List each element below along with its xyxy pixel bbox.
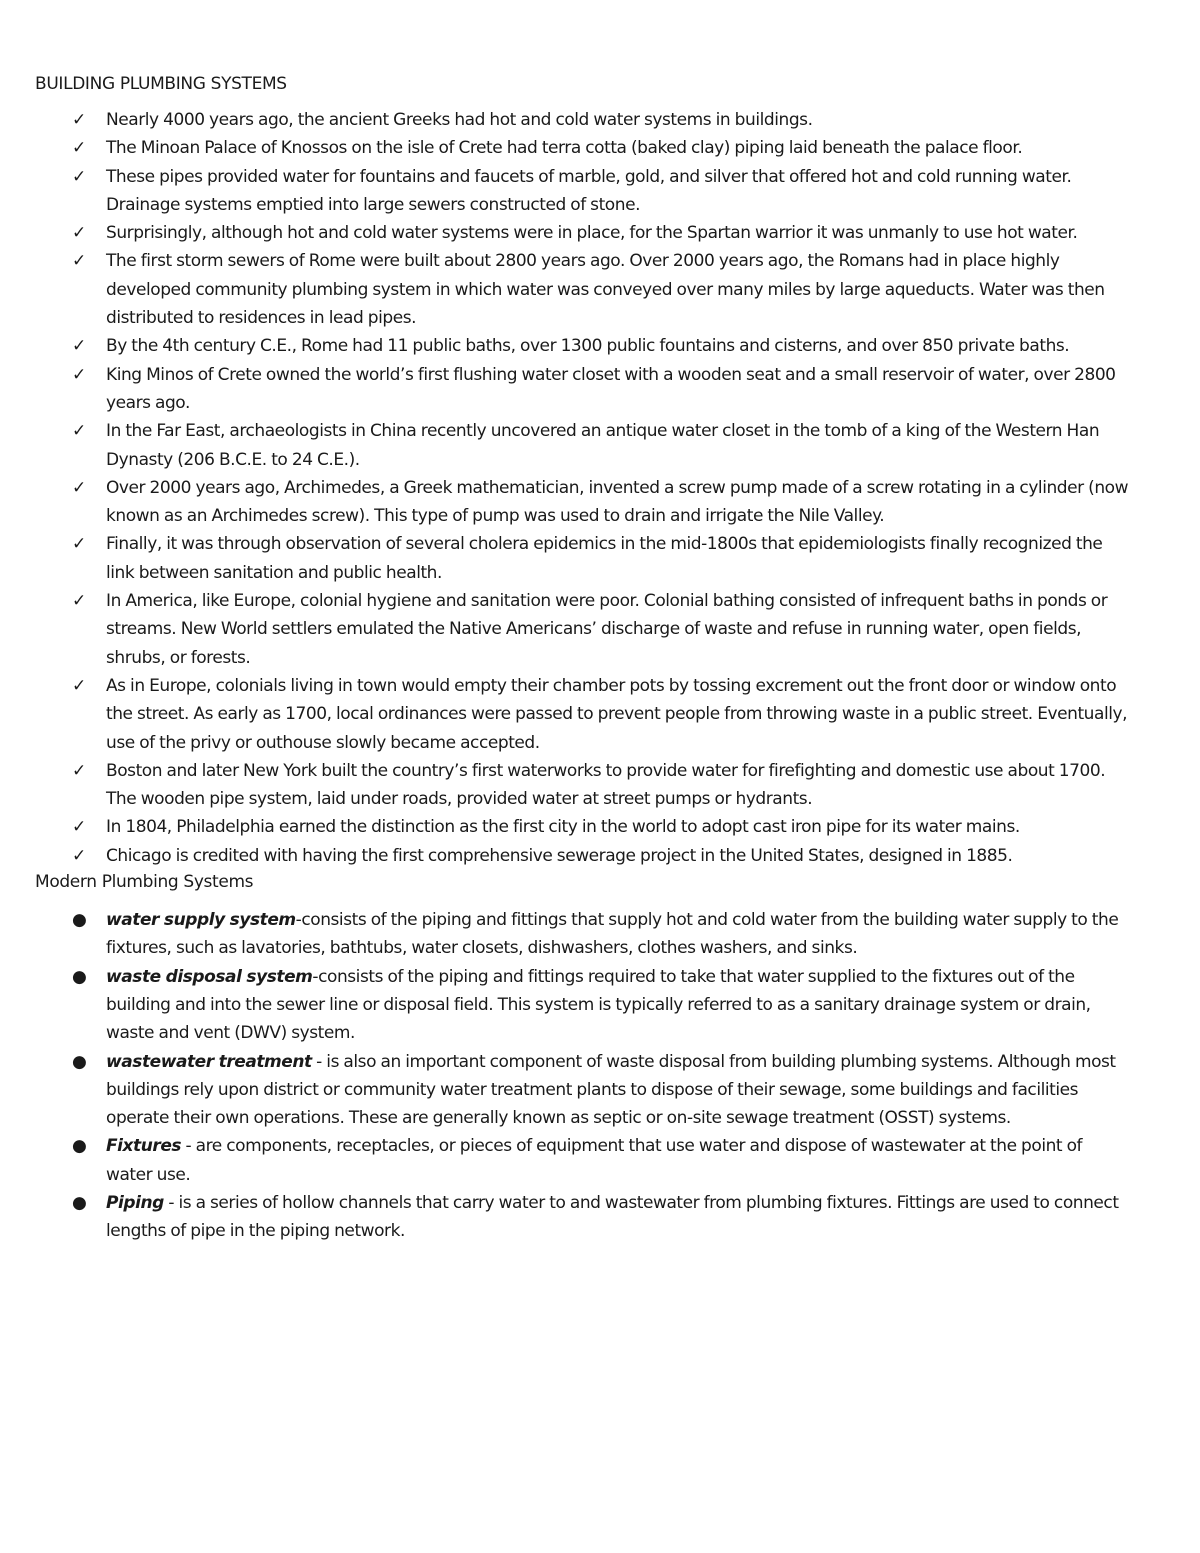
modern-item — [35, 1048, 1130, 1133]
definition: - is also an important component of waste disposal from building plumbing systems. Although most buildings rely upon district or community water treatment plants to dispose of their sewage, some buildings and facilities operate their own operations. These are generally known as septic or on-site sewage treatment (OSST) systems. — [106, 1051, 1116, 1129]
history-item: ✓ As in Europe, colonials living in town would empty their chamber pots by tossing excrement out the front door or window onto the street. As early as 1700, local ordinances were passed to prevent people from throwing waste in a public street. Eventually, use of the privy or outhouse slowly became accepted. — [35, 672, 1130, 757]
bullet-icon: ● — [72, 1051, 87, 1072]
bullet-icon: ● — [72, 1192, 87, 1213]
modern-item — [35, 906, 1130, 963]
modern-item — [35, 963, 1130, 1048]
history-item: ✓ Over 2000 years ago, Archimedes, a Greek mathematician, invented a screw pump made of a screw rotating in a cylinder (now known as an Archimedes screw). This type of pump was used to drain and irrigate the Nile Valley. — [35, 474, 1130, 531]
checkmark-icon: ✓ — [72, 817, 86, 838]
term: water supply system — [106, 910, 296, 931]
definition: - are components, receptacles, or pieces of equipment that use water and dispose of wastewater at the point of water use. — [106, 1136, 1083, 1185]
bullet-icon: ● — [72, 966, 87, 987]
definition: - is a series of hollow channels that carry water to and wastewater from plumbing fixtures. Fittings are used to connect lengths of pipe in the piping network. — [106, 1192, 1119, 1242]
history-item: ✓ The first storm sewers of Rome were built about 2800 years ago. Over 2000 years ago, the Romans had in place highly developed community plumbing system in which water was conveyed over many miles by large aqueducts. Water was then distributed to residences in lead pipes. — [35, 247, 1130, 332]
term: Piping — [106, 1192, 164, 1213]
checkmark-icon: ✓ — [72, 223, 86, 244]
history-item: ✓ Chicago is credited with having the first comprehensive sewerage project in the United States, designed in 1885. — [35, 842, 1130, 870]
checkmark-icon: ✓ — [72, 421, 86, 442]
definition: -consists of the piping and fittings that supply hot and cold water from the building water supply to the fixtures, such as lavatories, bathtubs, water closets, dishwashers, clothes washers, and sinks. — [106, 910, 1119, 959]
history-item: ✓ In the Far East, archaeologists in China recently uncovered an antique water closet in the tomb of a king of the Western Han Dynasty (206 B.C.E. to 24 C.E.). — [35, 417, 1130, 474]
bullet-icon: ● — [72, 1136, 87, 1157]
page-title: BUILDING PLUMBING SYSTEMS — [35, 74, 287, 94]
checkmark-icon: ✓ — [72, 166, 86, 187]
checkmark-icon: ✓ — [72, 251, 86, 272]
checkmark-icon: ✓ — [72, 364, 86, 385]
checkmark-icon: ✓ — [72, 845, 86, 866]
bullet-icon: ● — [72, 910, 87, 931]
history-item: ✓ Surprisingly, although hot and cold water systems were in place, for the Spartan warrior it was unmanly to use hot water. — [35, 219, 1130, 247]
modern-item — [35, 1132, 1130, 1189]
checkmark-icon: ✓ — [72, 110, 86, 130]
modern-systems-list — [35, 906, 1130, 1246]
checkmark-icon: ✓ — [72, 336, 86, 357]
checkmark-icon: ✓ — [72, 534, 86, 555]
history-item: ✓ King Minos of Crete owned the world’s first flushing water closet with a wooden seat and a small reservoir of water, over 2800 years ago. — [35, 361, 1130, 418]
definition: -consists of the piping and fittings required to take that water supplied to the fixtures out of the building and into the sewer line or disposal field. This system is typically referred to as a sanitary drainage system or drain, waste and vent (DWV) system. — [106, 966, 1091, 1044]
modern-item — [35, 1189, 1130, 1246]
history-item: ✓ Boston and later New York built the country’s first waterworks to provide water for firefighting and domestic use about 1700. The wooden pipe system, laid under roads, provided water at street pumps or hydrants. — [35, 757, 1130, 814]
checkmark-icon: ✓ — [72, 477, 86, 498]
history-item: ✓ In 1804, Philadelphia earned the distinction as the first city in the world to adopt cast iron pipe for its water mains. — [35, 813, 1130, 841]
history-item: ✓ By the 4th century C.E., Rome had 11 public baths, over 1300 public fountains and cisterns, and over 850 private baths. — [35, 332, 1130, 360]
section-heading-modern: Modern Plumbing Systems — [35, 872, 254, 893]
history-item: ✓ Nearly 4000 years ago, the ancient Greeks had hot and cold water systems in buildings. — [35, 106, 1130, 134]
history-item: ✓ These pipes provided water for fountains and faucets of marble, gold, and silver that offered hot and cold running water. Drainage systems emptied into large sewers constructed of stone. — [35, 163, 1130, 220]
history-list — [35, 106, 1130, 870]
checkmark-icon: ✓ — [72, 675, 86, 696]
term: Fixtures — [106, 1136, 182, 1157]
term: wastewater treatment — [106, 1051, 312, 1072]
checkmark-icon: ✓ — [72, 760, 86, 781]
checkmark-icon: ✓ — [72, 591, 86, 612]
history-item: ✓ Finally, it was through observation of several cholera epidemics in the mid-1800s that epidemiologists finally recognized the link between sanitation and public health. — [35, 530, 1130, 587]
term: waste disposal system — [106, 966, 313, 987]
history-item: ✓ In America, like Europe, colonial hygiene and sanitation were poor. Colonial bathing consisted of infrequent baths in ponds or streams. New World settlers emulated the Native Americans’ discharge of waste and refuse in running water, open fields, shrubs, or forests. — [35, 587, 1130, 672]
checkmark-icon: ✓ — [72, 138, 86, 159]
history-item: ✓ The Minoan Palace of Knossos on the isle of Crete had terra cotta (baked clay) piping laid beneath the palace floor. — [35, 134, 1130, 162]
